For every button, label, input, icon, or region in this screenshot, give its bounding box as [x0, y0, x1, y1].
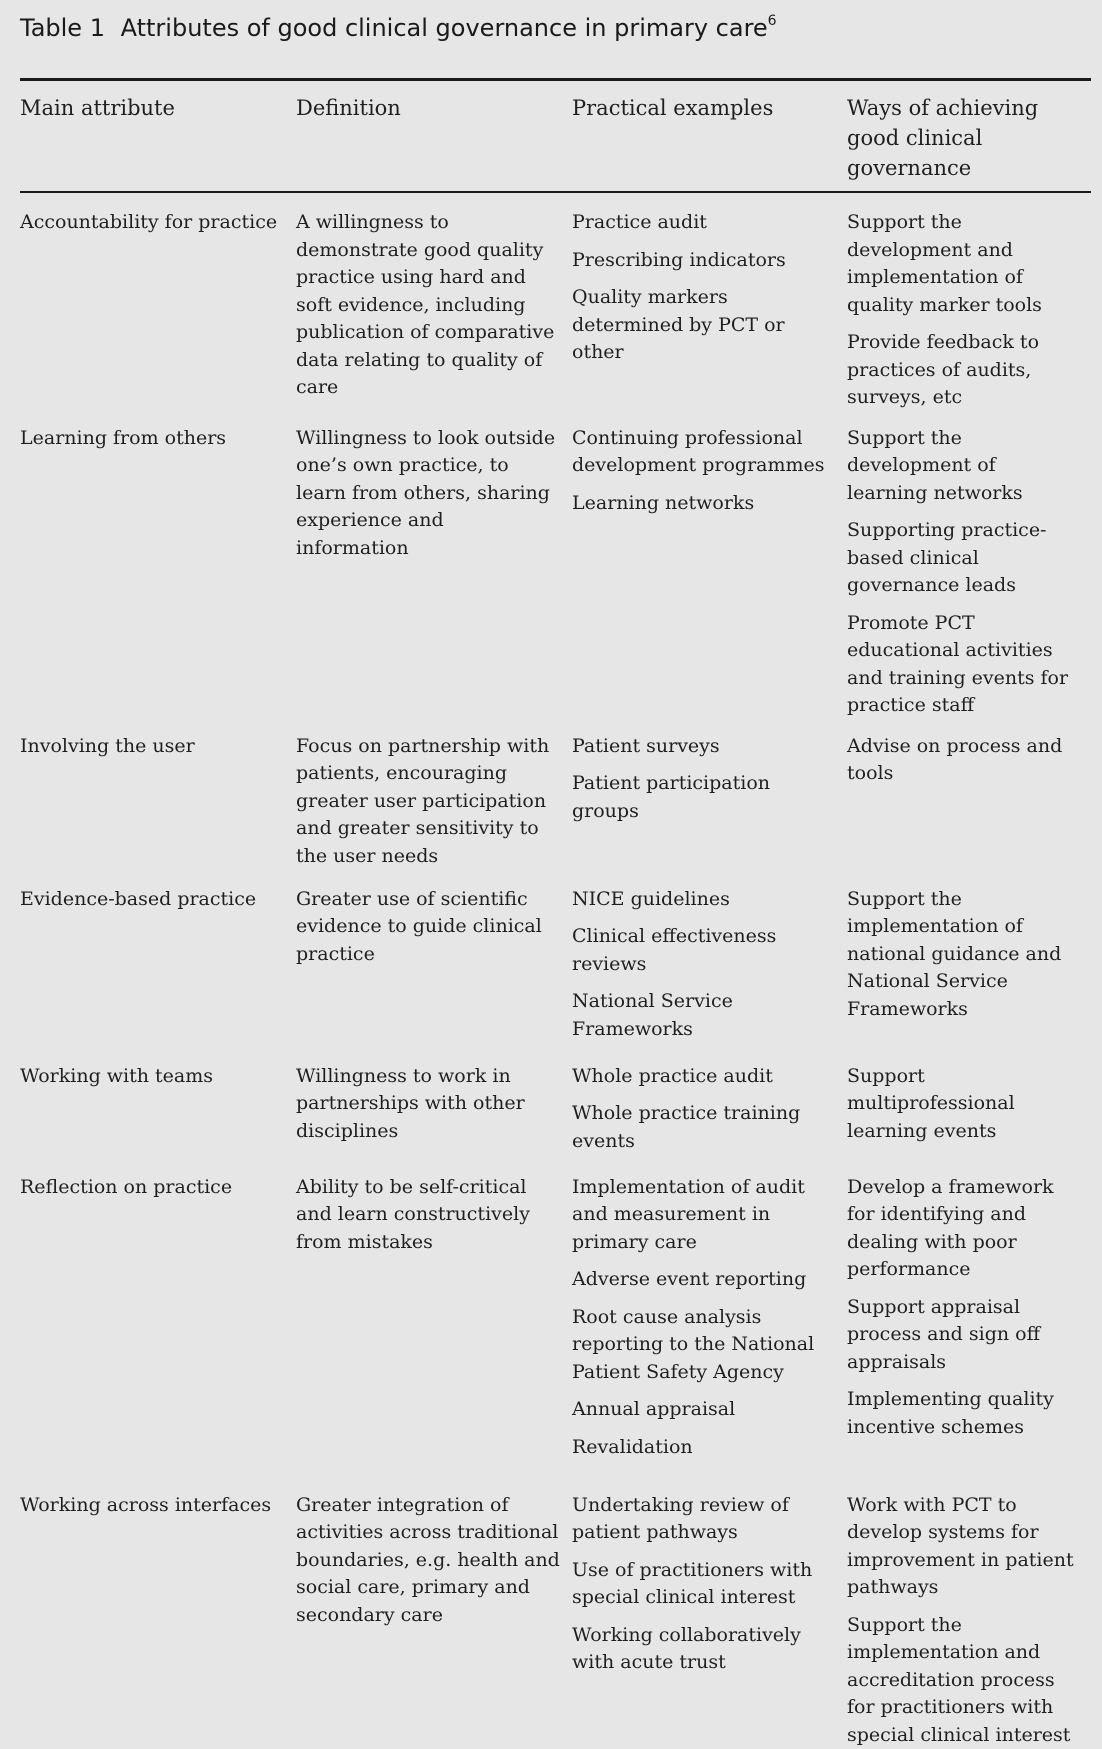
cell-ways: [847, 1479, 1091, 1749]
table-body: [20, 192, 1091, 1749]
cell-definition: A willingness to demonstrate good quality practice using hard and soft evidence, including publication of comparative data relating to quality of care: [296, 192, 572, 412]
cell-definition: Ability to be self-critical and learn constructively from mistakes: [296, 1161, 572, 1479]
way-item: Provide feedback to practices of audits, surveys, etc: [847, 329, 1081, 412]
example-item: National Service Frameworks: [572, 988, 837, 1043]
example-item: Undertaking review of patient pathways: [572, 1492, 837, 1547]
example-item: NICE guidelines: [572, 886, 837, 914]
cell-attribute: Learning from others: [20, 412, 296, 720]
cell-ways: [847, 1050, 1091, 1161]
cell-definition: Willingness to look outside one’s own practice, to learn from others, sharing experience and information: [296, 412, 572, 720]
way-item: Support appraisal process and sign off appraisals: [847, 1294, 1081, 1377]
header-row: [20, 81, 1091, 192]
way-item: Promote PCT educational activities and training events for practice staff: [847, 610, 1081, 720]
table-row: [20, 873, 1091, 1050]
cell-attribute: Working across interfaces: [20, 1479, 296, 1749]
table-row: [20, 1479, 1091, 1749]
table-header: [20, 81, 1091, 192]
cell-examples: [572, 1161, 847, 1479]
cell-ways: [847, 192, 1091, 412]
table-row: [20, 1050, 1091, 1161]
way-item: Develop a framework for identifying and dealing with poor performance: [847, 1174, 1081, 1284]
column-header-practical-examples: Practical examples: [572, 81, 847, 192]
example-item: Patient surveys: [572, 733, 837, 761]
example-item: Use of practitioners with special clinical interest: [572, 1557, 837, 1612]
table-row: [20, 720, 1091, 873]
example-item: Continuing professional development programmes: [572, 425, 837, 480]
example-item: Patient participation groups: [572, 770, 837, 825]
example-item: Adverse event reporting: [572, 1266, 837, 1294]
column-header-ways-of-achieving: Ways of achieving good clinical governance: [847, 81, 1091, 192]
cell-ways: [847, 720, 1091, 873]
example-item: Clinical effectiveness reviews: [572, 923, 837, 978]
column-header-main-attribute: Main attribute: [20, 81, 296, 192]
cell-ways: [847, 1161, 1091, 1479]
example-item: Root cause analysis reporting to the National Patient Safety Agency: [572, 1304, 837, 1387]
cell-ways: [847, 873, 1091, 1050]
column-header-definition: Definition: [296, 81, 572, 192]
table-title: [20, 12, 1091, 52]
way-item: Supporting practice-based clinical governance leads: [847, 517, 1081, 600]
table-caption: Attributes of good clinical governance in primary care: [121, 14, 768, 42]
cell-attribute: Reflection on practice: [20, 1161, 296, 1479]
cell-definition: Greater use of scientific evidence to guide clinical practice: [296, 873, 572, 1050]
example-item: Whole practice audit: [572, 1063, 837, 1091]
example-item: Annual appraisal: [572, 1396, 837, 1424]
table-row: [20, 192, 1091, 412]
way-item: Advise on process and tools: [847, 733, 1081, 788]
cell-attribute: Accountability for practice: [20, 192, 296, 412]
cell-definition: Greater integration of activities across traditional boundaries, e.g. health and social care, primary and secondary care: [296, 1479, 572, 1749]
reference-superscript: 6: [768, 13, 777, 29]
example-item: Working collaboratively with acute trust: [572, 1622, 837, 1677]
example-item: Prescribing indicators: [572, 247, 837, 275]
cell-examples: [572, 412, 847, 720]
cell-definition: Willingness to work in partnerships with other disciplines: [296, 1050, 572, 1161]
example-item: Learning networks: [572, 490, 837, 518]
way-item: Work with PCT to develop systems for improvement in patient pathways: [847, 1492, 1081, 1602]
governance-table: [20, 81, 1091, 1749]
cell-examples: [572, 1479, 847, 1749]
table-row: [20, 1161, 1091, 1479]
way-item: Support the implementation of national guidance and National Service Frameworks: [847, 886, 1081, 1024]
example-item: Whole practice training events: [572, 1100, 837, 1155]
cell-attribute: Evidence-based practice: [20, 873, 296, 1050]
cell-examples: [572, 873, 847, 1050]
cell-definition: Focus on partnership with patients, encouraging greater user participation and greater sensitivity to the user needs: [296, 720, 572, 873]
example-item: Quality markers determined by PCT or other: [572, 284, 837, 367]
cell-examples: [572, 1050, 847, 1161]
table-row: [20, 412, 1091, 720]
cell-examples: [572, 192, 847, 412]
way-item: Support multiprofessional learning events: [847, 1063, 1081, 1146]
way-item: Support the development and implementation of quality marker tools: [847, 209, 1081, 319]
cell-examples: [572, 720, 847, 873]
cell-attribute: Involving the user: [20, 720, 296, 873]
example-item: Implementation of audit and measurement in primary care: [572, 1174, 837, 1257]
example-item: Practice audit: [572, 209, 837, 237]
cell-attribute: Working with teams: [20, 1050, 296, 1161]
example-item: Revalidation: [572, 1434, 837, 1462]
cell-ways: [847, 412, 1091, 720]
way-item: Support the implementation and accreditation process for practitioners with special clinical interest: [847, 1612, 1081, 1749]
table-number: Table 1: [20, 14, 105, 42]
way-item: Implementing quality incentive schemes: [847, 1386, 1081, 1441]
way-item: Support the development of learning networks: [847, 425, 1081, 508]
